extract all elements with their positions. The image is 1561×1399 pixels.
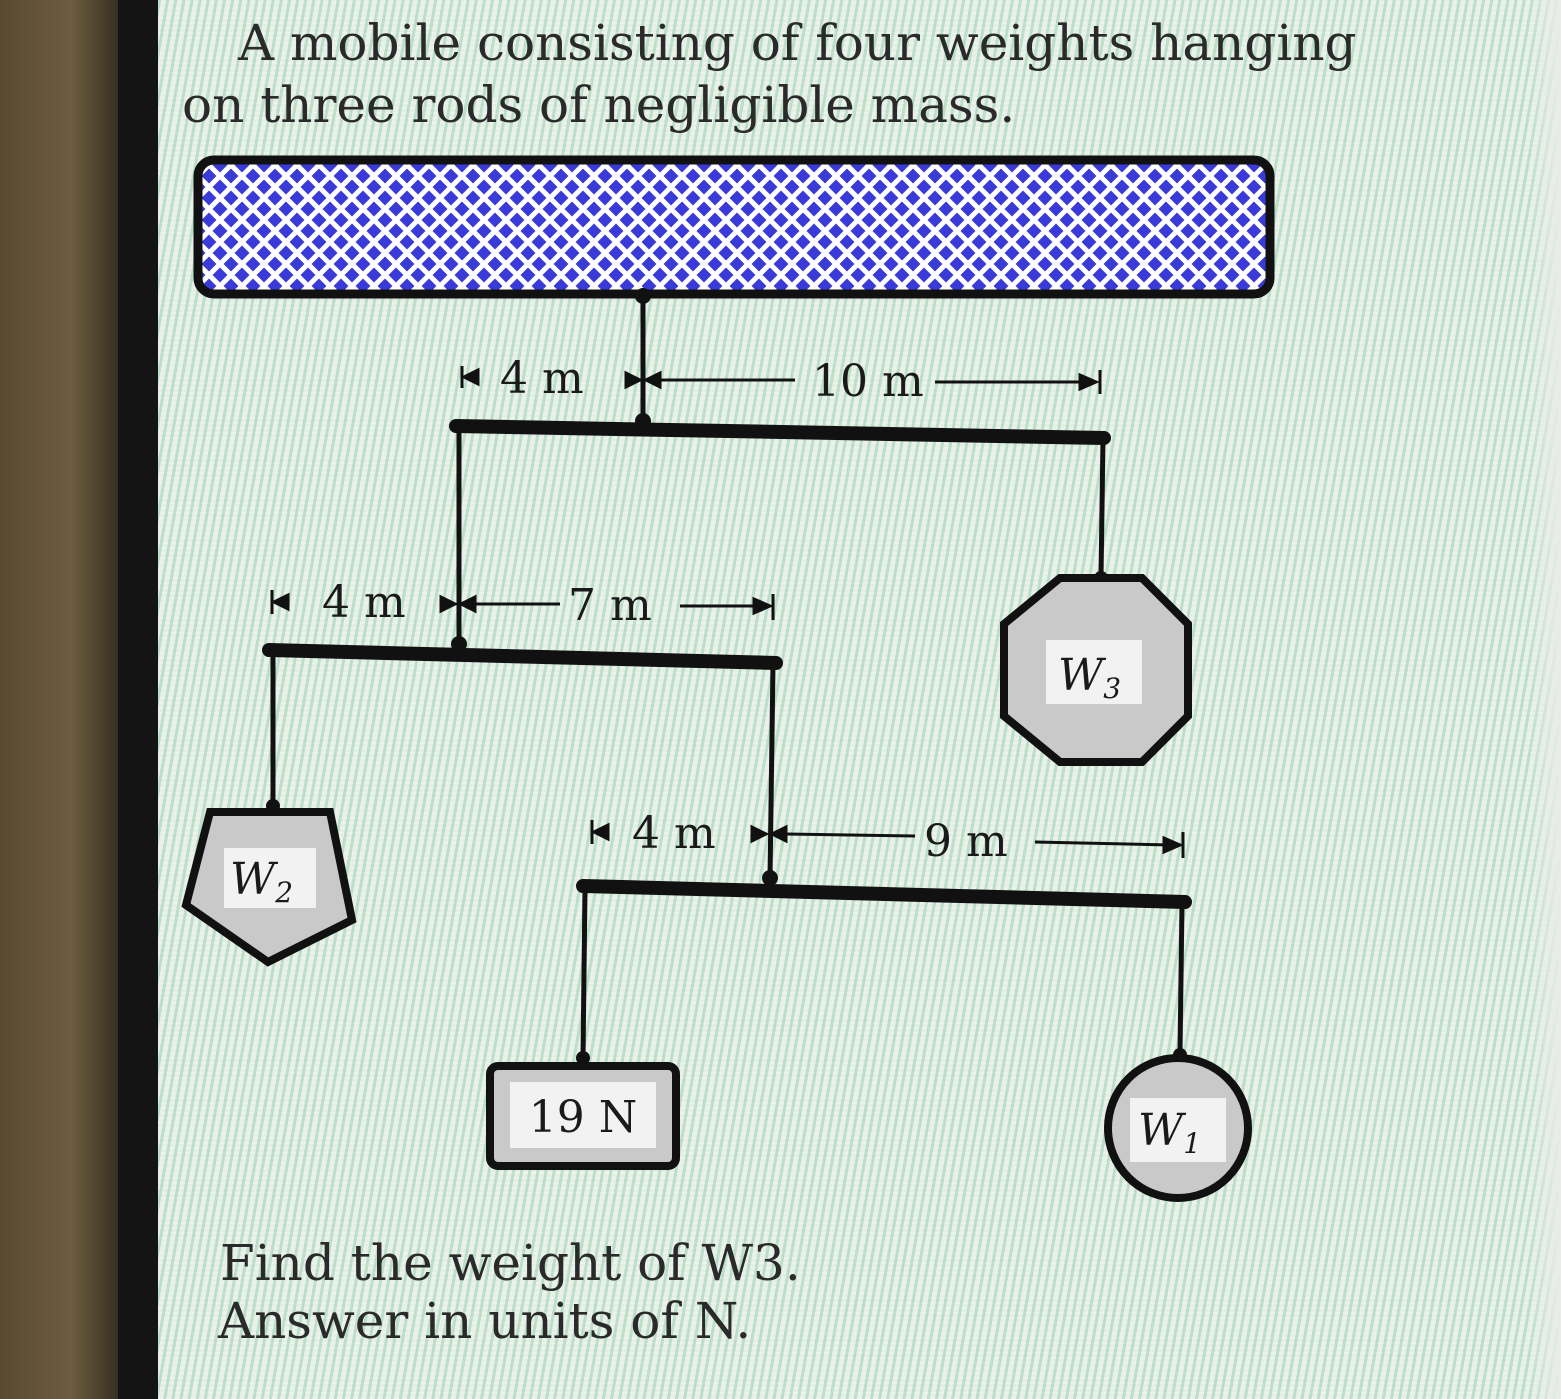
weight-w1 <box>1108 1058 1248 1198</box>
question-line-2: Answer in units of N. <box>218 1292 752 1350</box>
intro-line-2: on three rods of negligible mass. <box>182 76 1016 134</box>
weight-w3 <box>1004 578 1188 762</box>
rod-2 <box>269 650 776 663</box>
rod-1 <box>456 426 1104 438</box>
weight-w3-symbol: W <box>1058 650 1104 701</box>
string-rod3-left-to-known-weight <box>583 888 585 1058</box>
string-rod1-right-to-w3 <box>1101 438 1103 578</box>
weight-w3-subscript: 3 <box>1103 672 1122 705</box>
weight-w2-subscript: 2 <box>275 876 294 909</box>
rod3-right-length: 9 m <box>924 816 1008 867</box>
rod3-left-length: 4 m <box>632 808 716 859</box>
rod-3 <box>583 886 1185 902</box>
weight-w1-subscript: 1 <box>1183 1127 1202 1160</box>
rod2-right-length: 7 m <box>568 580 652 631</box>
string-rod2-right-to-rod3 <box>770 664 773 878</box>
weight-w1-symbol: W <box>1138 1105 1184 1156</box>
pivot-ceiling <box>635 288 651 304</box>
string-rod3-right-to-w1 <box>1180 902 1182 1053</box>
weight-known <box>490 1066 676 1166</box>
ceiling-support <box>198 160 1270 294</box>
weight-w2-symbol: W <box>230 854 276 905</box>
intro-line-1: A mobile consisting of four weights hanging <box>238 14 1357 72</box>
pivot-rod3 <box>762 870 778 886</box>
question-line-1: Find the weight of W3. <box>220 1234 801 1292</box>
pivot-rod2 <box>451 636 467 652</box>
weight-w2 <box>186 812 352 962</box>
rod1-left-length: 4 m <box>500 353 584 404</box>
weight-known-label: 19 N <box>528 1092 638 1143</box>
rod2-left-length: 4 m <box>322 577 406 628</box>
rod1-right-length: 10 m <box>812 356 924 407</box>
pivot-rod1 <box>635 413 651 429</box>
